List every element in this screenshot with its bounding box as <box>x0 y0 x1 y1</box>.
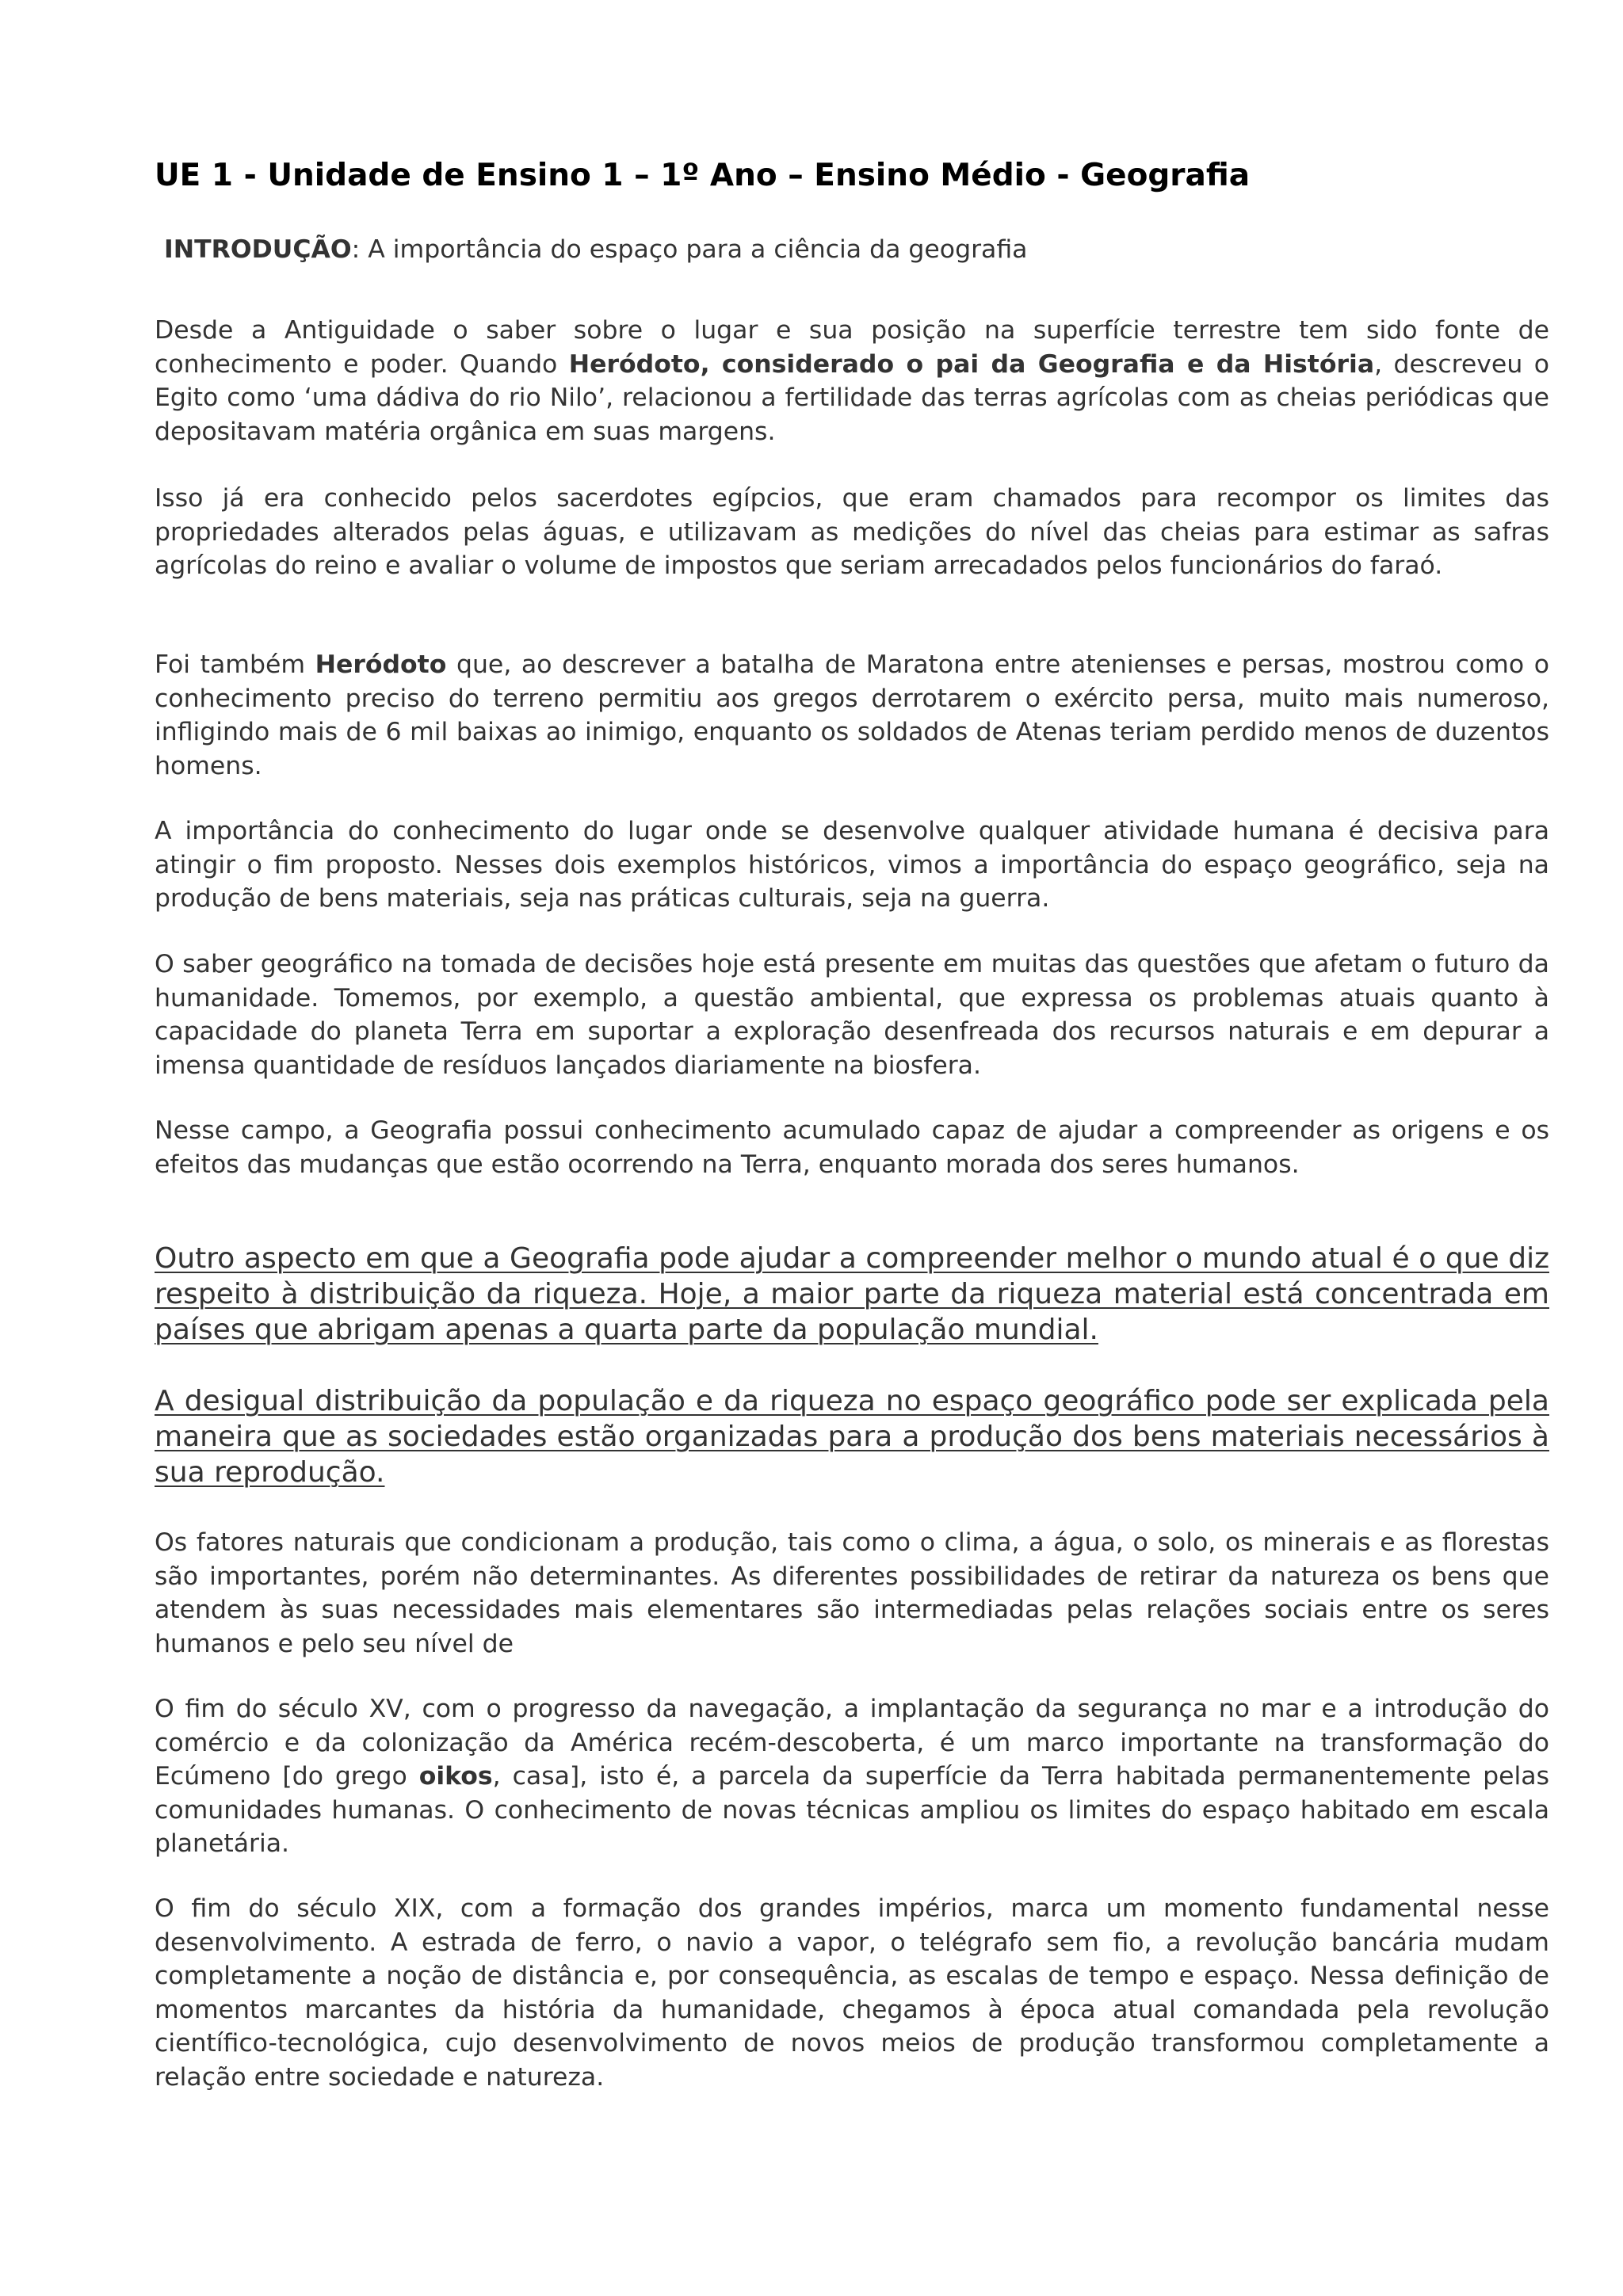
paragraph-text: que, ao descrever a batalha de Maratona entre atenienses e persas, mostrou como o conhecimento preciso do terreno permitiu aos gregos derrotarem o exército persa, muito mais numeroso, infligindo mais de 6 mil baixas ao inimigo, enquanto os soldados de Atenas teriam perdido menos de duzentos homens. <box>155 650 1549 780</box>
paragraph-text: Foi também <box>155 650 315 679</box>
paragraph-maratona <box>155 648 1549 783</box>
paragraph-importancia-lugar: A importância do conhecimento do lugar onde se desenvolve qualquer atividade humana é decisiva para atingir o fim proposto. Nesses dois exemplos históricos, vimos a importância do espaço geográfico, seja na produção de bens materiais, seja nas práticas culturais, seja na guerra. <box>155 817 1549 913</box>
paragraph-text: , descreveu o Egito como ‘uma dádiva do rio Nilo’, relacionou a fertilidade das terras agrícolas com as cheias periódicas que depositavam matéria orgânica em suas margens. <box>155 349 1549 446</box>
paragraph-nesse-campo: Nesse campo, a Geografia possui conhecimento acumulado capaz de ajudar a compreender as origens e os efeitos das mudanças que estão ocorrendo na Terra, enquanto morada dos seres humanos. <box>155 1116 1549 1179</box>
paragraph-desigual-distribuicao: A desigual distribuição da população e da riqueza no espaço geográfico pode ser explicada pela maneira que as sociedades estão organizadas para a produção dos bens materiais necessários à sua reprodução. <box>155 1385 1549 1489</box>
paragraph-fatores-naturais: Os fatores naturais que condicionam a produção, tais como o clima, a água, o solo, os minerais e as florestas são importantes, porém não determinantes. As diferentes possibilidades de retirar da natureza os bens que atendem às suas necessidades mais elementares são intermediadas pelas relações sociais entre os seres humanos e pelo seu nível de <box>155 1528 1549 1658</box>
bold-emphasis: Heródoto <box>315 650 447 679</box>
paragraph-herodoto-egito <box>155 314 1549 448</box>
paragraph-sacerdotes: Isso já era conhecido pelos sacerdotes egípcios, que eram chamados para recompor os limites das propriedades alterados pelas águas, e utilizavam as medições do nível das cheias para estimar as safras agrícolas do reino e avaliar o volume de impostos que seriam arrecadados pelos funcionários do faraó. <box>155 484 1549 580</box>
paragraph-seculo-xv <box>155 1692 1549 1861</box>
intro-text: A importância do espaço para a ciência da geografia <box>360 235 1028 264</box>
intro-label: INTRODUÇÃO <box>164 235 352 264</box>
intro-line <box>164 231 1027 269</box>
page-title: UE 1 - Unidade de Ensino 1 – 1º Ano – Ensino Médio - Geografia <box>155 158 1251 193</box>
paragraph-saber-geografico: O saber geográfico na tomada de decisões hoje está presente em muitas das questões que afetam o futuro da humanidade. Tomemos, por exemplo, a questão ambiental, que expressa os problemas atuais quanto à capacidade do planeta Terra em suportar a exploração desenfreada dos recursos naturais e em depurar a imensa quantidade de resíduos lançados diariamente na biosfera. <box>155 950 1549 1080</box>
bold-emphasis: Heródoto, considerado o pai da Geografia e da História <box>568 349 1375 379</box>
intro-separator: : <box>351 235 361 264</box>
paragraph-text: , casa], isto é, a parcela da superfície da Terra habitada permanentemente pelas comunidades humanas. O conhecimento de novas técnicas ampliou os limites do espaço habitado em escala planetária. <box>155 1762 1549 1858</box>
paragraph-seculo-xix: O fim do século XIX, com a formação dos grandes impérios, marca um momento fundamental nesse desenvolvimento. A estrada de ferro, o navio a vapor, o telégrafo sem fio, a revolução bancária mudam completamente a noção de distância e, por consequência, as escalas de tempo e espaço. Nessa definição de momentos marcantes da história da humanidade, chegamos à época atual comandada pela revolução científico-tecnológica, cujo desenvolvimento de novos meios de produção transformou completamente a relação entre sociedade e natureza. <box>155 1894 1549 2092</box>
paragraph-distribuicao-riqueza: Outro aspecto em que a Geografia pode ajudar a compreender melhor o mundo atual é o que diz respeito à distribuição da riqueza. Hoje, a maior parte da riqueza material está concentrada em países que abrigam apenas a quarta parte da população mundial. <box>155 1242 1549 1346</box>
bold-emphasis: oikos <box>418 1762 493 1791</box>
paragraph-text: Desde a Antiguidade o saber sobre o lugar e sua posição na superfície terrestre tem sido fonte de conhecimento e poder. Quando <box>155 316 1549 379</box>
document-page <box>155 0 1549 2296</box>
paragraph-text: O fim do século XV, com o progresso da navegação, a implantação da segurança no mar e a introdução do comércio e da colonização da América recém-descoberta, é um marco importante na transformação do Ecúmeno [do grego <box>155 1695 1549 1791</box>
